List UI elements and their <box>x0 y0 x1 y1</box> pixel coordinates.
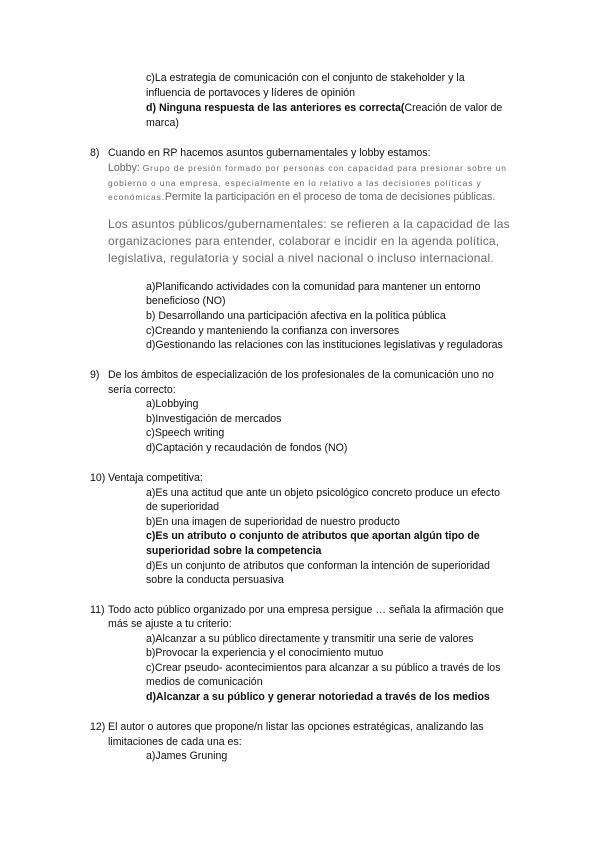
q8-asuntos-line2: organizaciones para entender, colaborar e incidir en la agenda política, <box>108 234 500 248</box>
q9-question-line1: De los ámbitos de especialización de los profesionales de la comunicación uno no <box>108 369 494 381</box>
q8-lobby-line3 <box>108 190 495 204</box>
q9-option-d: d)Captación y recaudación de fondos (NO) <box>146 442 348 454</box>
q8-option-b: b) Desarrollando una participación afectiva en la política pública <box>146 310 446 322</box>
q8-option-a-line2: beneficioso (NO) <box>146 295 226 307</box>
q9-option-b: b)Investigación de mercados <box>146 413 282 425</box>
q9-option-a: a)Lobbying <box>146 398 199 410</box>
q11-number: 11) <box>90 604 105 616</box>
q11-option-c-line2: medios de comunicación <box>146 676 263 688</box>
q8-asuntos-line3: legislativa, regulatoria y social a nivel nacional o incluso internacional. <box>108 251 494 265</box>
q8-number: 8) <box>90 147 100 159</box>
q9-option-c: c)Speech writing <box>146 427 225 439</box>
q8-option-c: c)Creando y manteniendo la confianza con inversores <box>146 325 400 337</box>
q8-option-a-line1: a)Planificando actividades con la comunidad para mantener un entorno <box>146 281 481 293</box>
q10-option-a-line2: de superioridad <box>146 501 220 513</box>
q7-option-d-rest: Creación de valor de <box>404 102 503 114</box>
q7-option-d-bold: d) Ninguna respuesta de las anteriores es correcta( <box>146 102 405 114</box>
q8-question: Cuando en RP hacemos asuntos gubernamentales y lobby estamos: <box>108 147 431 159</box>
q12-option-a: a)James Gruning <box>146 750 228 762</box>
q10-option-a-line1: a)Es una actitud que ante un objeto psicológico concreto produce un efecto <box>146 487 500 499</box>
q8-lobby-line1 <box>108 161 507 175</box>
q8-asuntos-line1: Los asuntos públicos/gubernamentales: se refieren a la capacidad de las <box>108 217 510 231</box>
q11-question-line1: Todo acto público organizado por una empresa persigue … señala la afirmación que <box>108 604 504 616</box>
q7-option-d <box>146 101 502 115</box>
q7-option-c-line2: influencia de portavoces y líderes de opinión <box>146 87 356 99</box>
q7-option-c-line1: c)La estrategia de comunicación con el conjunto de stakeholder y la <box>146 72 465 84</box>
q8-lobby-line2: gobierno o una empresa, especialmente en lo relativo a las decisiones políticas y <box>108 178 482 188</box>
q12-number: 12) <box>90 721 106 733</box>
q9-question-line2: sería correcto: <box>108 384 176 396</box>
q8-option-d: d)Gestionando las relaciones con las instituciones legislativas y reguladoras <box>146 339 503 351</box>
q8-lobby-line3a: económicas. <box>108 192 165 202</box>
q12-question-line1: El autor o autores que propone/n listar las opciones estratégicas, analizando las <box>108 721 484 733</box>
q10-number: 10) <box>90 472 106 484</box>
q10-question: Ventaja competitiva: <box>108 472 203 484</box>
q10-option-d-line2: sobre la conducta persuasiva <box>146 574 284 586</box>
q7-option-d-line2: marca) <box>146 117 179 129</box>
q11-option-c-line1: c)Crear pseudo- acontecimientos para alcanzar a su público a través de los <box>146 662 501 674</box>
q8-lobby-label: Lobby: <box>108 162 143 174</box>
q11-option-b: b)Provocar la experiencia y el conocimiento mutuo <box>146 647 384 659</box>
q11-option-d: d)Alcanzar a su público y generar notoriedad a través de los medios <box>146 691 490 703</box>
q10-option-d-line1: d)Es un conjunto de atributos que conforman la intención de superioridad <box>146 560 490 572</box>
q12-question-line2: limitaciones de cada una es: <box>108 736 242 748</box>
q9-number: 9) <box>90 369 100 381</box>
q10-option-c-line2: superioridad sobre la competencia <box>146 545 322 557</box>
q8-lobby-line3b: Permite la participación en el proceso de toma de decisiones públicas. <box>164 191 496 203</box>
q10-option-c-line1: c)Es un atributo o conjunto de atributos que aportan algún tipo de <box>146 530 480 542</box>
q8-lobby-text1: Grupo de presión formado por personas con capacidad para presionar sobre un <box>142 163 507 173</box>
q11-option-a: a)Alcanzar a su público directamente y transmitir una serie de valores <box>146 633 474 645</box>
q10-option-b: b)En una imagen de superioridad de nuestro producto <box>146 516 400 528</box>
q11-question-line2: más se ajuste a tu criterio: <box>108 618 232 630</box>
